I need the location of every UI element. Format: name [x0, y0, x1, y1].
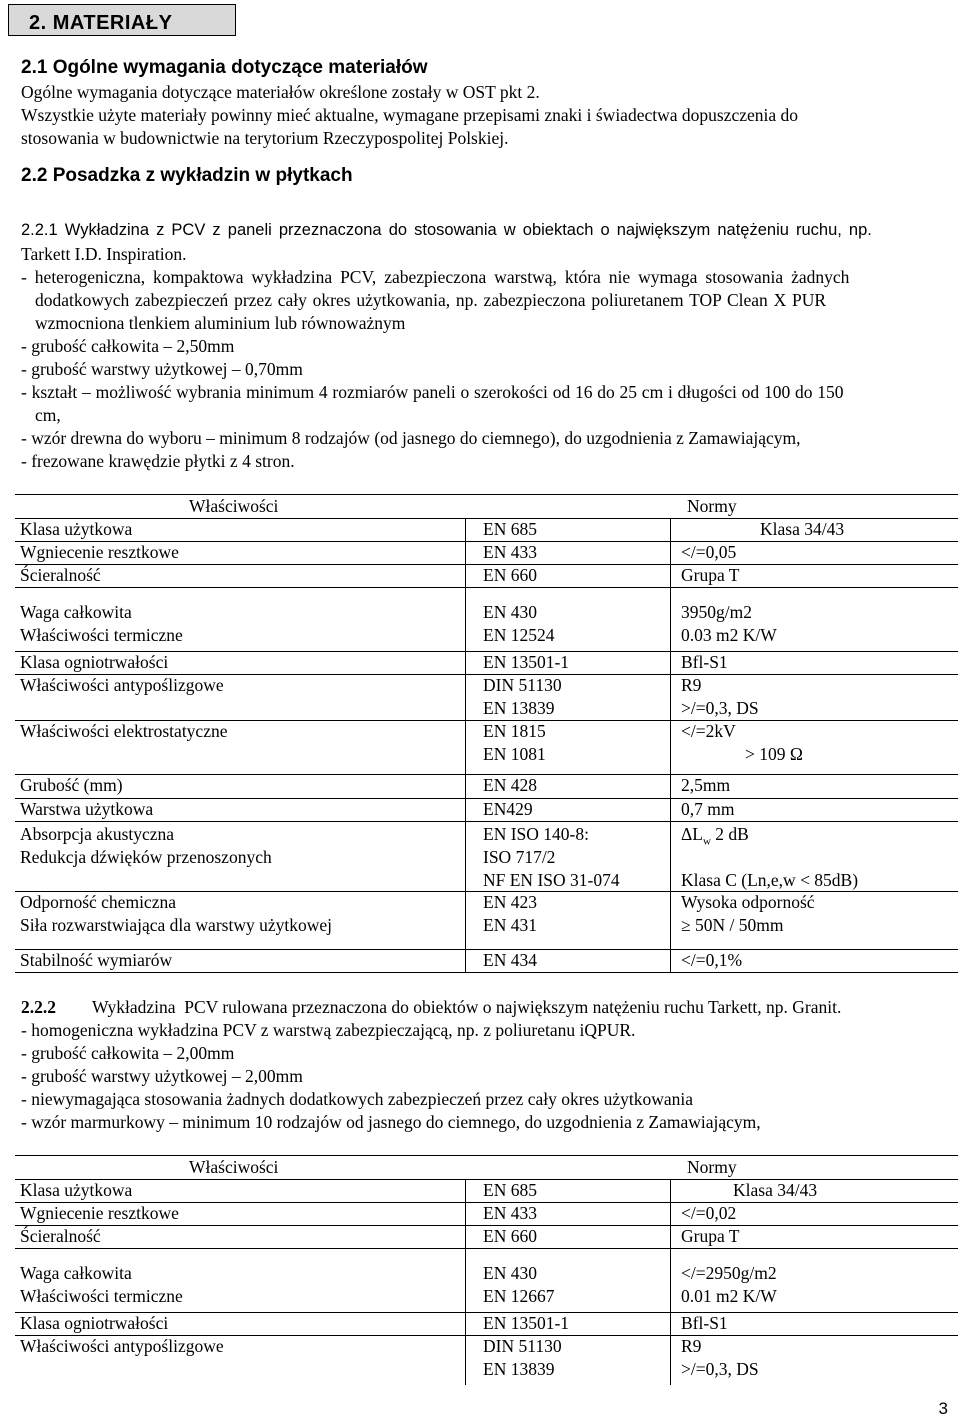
- prop-cell: Wgniecenie resztkowe: [20, 542, 179, 562]
- norm-cell: EN 430: [483, 1263, 537, 1283]
- prop-cell: Klasa ogniotrwałości: [20, 1313, 169, 1333]
- value-cell: Grupa T: [681, 1226, 740, 1246]
- heading-2-1: 2.1 Ogólne wymagania dotyczące materiałów: [21, 57, 428, 78]
- prop-cell: Właściwości antypoślizgowe: [20, 675, 224, 695]
- value-cell: </=0,05: [681, 542, 737, 562]
- value-cell: </=2kV: [681, 721, 736, 741]
- subsection-2-2-2-number: 2.2.2: [21, 997, 56, 1017]
- norm-cell: EN 13501-1: [483, 652, 570, 672]
- norm-cell: EN 12524: [483, 625, 555, 645]
- prop-cell: Grubość (mm): [20, 775, 123, 795]
- header-norms: Normy: [687, 496, 737, 516]
- value-cell: >/=0,3, DS: [681, 1359, 759, 1379]
- norm-cell: EN 431: [483, 915, 537, 935]
- bullet-line: - grubość całkowita – 2,00mm: [21, 1043, 235, 1063]
- norm-cell: DIN 51130: [483, 675, 562, 695]
- norm-cell: EN 433: [483, 542, 537, 562]
- value-cell: 0.03 m2 K/W: [681, 625, 777, 645]
- value-cell: Grupa T: [681, 565, 740, 585]
- table-row: [15, 949, 958, 972]
- value-cell: 0.01 m2 K/W: [681, 1286, 777, 1306]
- table-row: [15, 1179, 958, 1203]
- table-row: [15, 651, 958, 675]
- value-cell: Klasa C (Ln,e,w < 85dB): [681, 870, 859, 890]
- prop-cell: Waga całkowita: [20, 1263, 132, 1283]
- norm-cell: EN 685: [483, 519, 537, 539]
- prop-cell: Stabilność wymiarów: [20, 950, 173, 970]
- bullet-line: - kształt – możliwość wybrania minimum 4 rozmiarów paneli o szerokości od 16 do 25 cm i długości od 100 do 150: [21, 382, 844, 402]
- table-row: [15, 1335, 958, 1385]
- prop-cell: Wgniecenie resztkowe: [20, 1203, 179, 1223]
- properties-table-1: [15, 494, 958, 973]
- table-header-row: [15, 495, 958, 519]
- bullet-line: - grubość całkowita – 2,50mm: [21, 336, 235, 356]
- table-row: [15, 541, 958, 565]
- prop-cell: Waga całkowita: [20, 602, 132, 622]
- norm-cell: DIN 51130: [483, 1336, 562, 1356]
- norm-cell: EN429: [483, 799, 533, 819]
- norm-cell: EN 12667: [483, 1286, 555, 1306]
- bullet-line: - homogeniczna wykładzina PCV z warstwą zabezpieczającą, np. z poliuretanu iQPUR.: [21, 1020, 636, 1040]
- norm-cell: EN 423: [483, 892, 537, 912]
- subsection-2-2-1-text: 2.2.1 Wykładzina z PCV z paneli przeznaczona do stosowania w obiektach o największym natężeniu ruchu, np.: [21, 221, 872, 239]
- table-row: [15, 821, 958, 892]
- bullet-line: - heterogeniczna, kompaktowa wykładzina PCV, zabezpieczona warstwą, która nie wymaga stosowania żadnych: [21, 267, 850, 287]
- value-cell: 3950g/m2: [681, 602, 752, 622]
- prop-cell: Właściwości termiczne: [20, 1286, 183, 1306]
- norm-cell: EN 1081: [483, 744, 546, 764]
- value-cell: </=2950g/m2: [681, 1263, 777, 1283]
- table-row: [15, 720, 958, 775]
- prop-cell: Klasa użytkowa: [20, 519, 133, 539]
- bullet-line: - wzór drewna do wyboru – minimum 8 rodzajów (od jasnego do ciemnego), do uzgodnienia z Zamawiającym,: [21, 428, 801, 448]
- norm-cell: EN 430: [483, 602, 537, 622]
- norm-cell: EN 434: [483, 950, 537, 970]
- value-cell: R9: [681, 675, 702, 695]
- value-cell: 2,5mm: [681, 775, 731, 795]
- prop-cell: Ścieralność: [20, 565, 101, 585]
- norm-cell: EN 13839: [483, 698, 555, 718]
- table-row: [15, 564, 958, 588]
- norm-cell: EN 13501-1: [483, 1313, 570, 1333]
- norm-cell: EN 685: [483, 1180, 537, 1200]
- value-cell: </=0,1%: [681, 950, 743, 970]
- value-cell: R9: [681, 1336, 702, 1356]
- paragraph-line: stosowania w budownictwie na terytorium Rzeczypospolitej Polskiej.: [21, 128, 509, 148]
- value-cell: $\Delta L_w$ 2 dB: [681, 824, 749, 848]
- page-number: 3: [938, 1399, 948, 1418]
- table-row: [15, 798, 958, 822]
- bullet-line: - grubość warstwy użytkowej – 0,70mm: [21, 359, 303, 379]
- table-row: [15, 891, 958, 950]
- prop-cell: Właściwości termiczne: [20, 625, 183, 645]
- prop-cell: Właściwości antypoślizgowe: [20, 1336, 224, 1356]
- value-cell: Klasa 34/43: [733, 1180, 818, 1200]
- prop-cell: Klasa użytkowa: [20, 1180, 133, 1200]
- value-cell: >/=0,3, DS: [681, 698, 759, 718]
- value-cell: Bfl-S1: [681, 652, 728, 672]
- table-row: [15, 1202, 958, 1226]
- bullet-line: - niewymagająca stosowania żadnych dodatkowych zabezpieczeń przez cały okres użytkowania: [21, 1089, 693, 1109]
- section-title: 2. MATERIAŁY: [29, 12, 173, 34]
- properties-table-2: [15, 1155, 958, 1385]
- table-row: [15, 1248, 958, 1313]
- table-row: [15, 587, 958, 652]
- value-cell: 0,7 mm: [681, 799, 735, 819]
- prop-cell: Ścieralność: [20, 1226, 101, 1246]
- header-norms: Normy: [687, 1157, 737, 1177]
- norm-cell: ISO 717/2: [483, 847, 556, 867]
- table-header-row: [15, 1156, 958, 1180]
- norm-cell: EN 433: [483, 1203, 537, 1223]
- norm-cell: EN 660: [483, 565, 537, 585]
- value-cell: Klasa 34/43: [760, 519, 845, 539]
- value-cell: > 109 Ω: [745, 744, 803, 764]
- subsection-2-2-2-title: Wykładzina PCV rulowana przeznaczona do obiektów o największym natężeniu ruchu Tarkett, np. Granit.: [92, 997, 842, 1017]
- norm-cell: EN 1815: [483, 721, 546, 741]
- prop-cell: Warstwa użytkowa: [20, 799, 154, 819]
- paragraph-line: Tarkett I.D. Inspiration.: [21, 244, 187, 264]
- table-row: [15, 1312, 958, 1336]
- bullet-line: - wzór marmurkowy – minimum 10 rodzajów od jasnego do ciemnego, do uzgodnienia z Zamawiającym,: [21, 1112, 761, 1132]
- heading-2-2: 2.2 Posadzka z wykładzin w płytkach: [21, 165, 353, 186]
- paragraph-line: Wszystkie użyte materiały powinny mieć aktualne, wymagane przepisami znaki i świadectwa dopuszczenia do: [21, 105, 799, 125]
- subsection-2-2-1-line: [21, 219, 952, 241]
- bullet-line: dodatkowych zabezpieczeń przez cały okres użytkowania, np. zabezpieczona poliuretanem TOP Clean X PUR: [35, 290, 827, 310]
- prop-cell: Klasa ogniotrwałości: [20, 652, 169, 672]
- table-row: [15, 1225, 958, 1249]
- norm-cell: EN 660: [483, 1226, 537, 1246]
- value-cell: Wysoka odporność: [681, 892, 815, 912]
- header-properties: Właściwości: [189, 1157, 279, 1177]
- table-row: [15, 674, 958, 721]
- prop-cell: Absorpcja akustyczna: [20, 824, 175, 844]
- bullet-line: cm,: [35, 405, 61, 425]
- bullet-line: - grubość warstwy użytkowej – 2,00mm: [21, 1066, 303, 1086]
- prop-cell: Siła rozwarstwiająca dla warstwy użytkowej: [20, 915, 332, 935]
- table-row: [15, 774, 958, 799]
- bullet-line: wzmocniona tlenkiem aluminium lub równoważnym: [35, 313, 406, 333]
- header-properties: Właściwości: [189, 496, 279, 516]
- bullet-line: - frezowane krawędzie płytki z 4 stron.: [21, 451, 295, 471]
- table-row: [15, 518, 958, 542]
- section-title-box: [8, 4, 236, 36]
- norm-cell: NF EN ISO 31-074: [483, 870, 620, 890]
- norm-cell: EN 13839: [483, 1359, 555, 1379]
- prop-cell: Odporność chemiczna: [20, 892, 176, 912]
- norm-cell: EN 428: [483, 775, 537, 795]
- paragraph-line: Ogólne wymagania dotyczące materiałów określone zostały w OST pkt 2.: [21, 82, 540, 102]
- prop-cell: Właściwości elektrostatyczne: [20, 721, 228, 741]
- norm-cell: EN ISO 140-8:: [483, 824, 589, 844]
- prop-cell: Redukcja dźwięków przenoszonych: [20, 847, 272, 867]
- value-cell: Bfl-S1: [681, 1313, 728, 1333]
- value-cell: </=0,02: [681, 1203, 737, 1223]
- value-cell: ≥ 50N / 50mm: [681, 915, 784, 935]
